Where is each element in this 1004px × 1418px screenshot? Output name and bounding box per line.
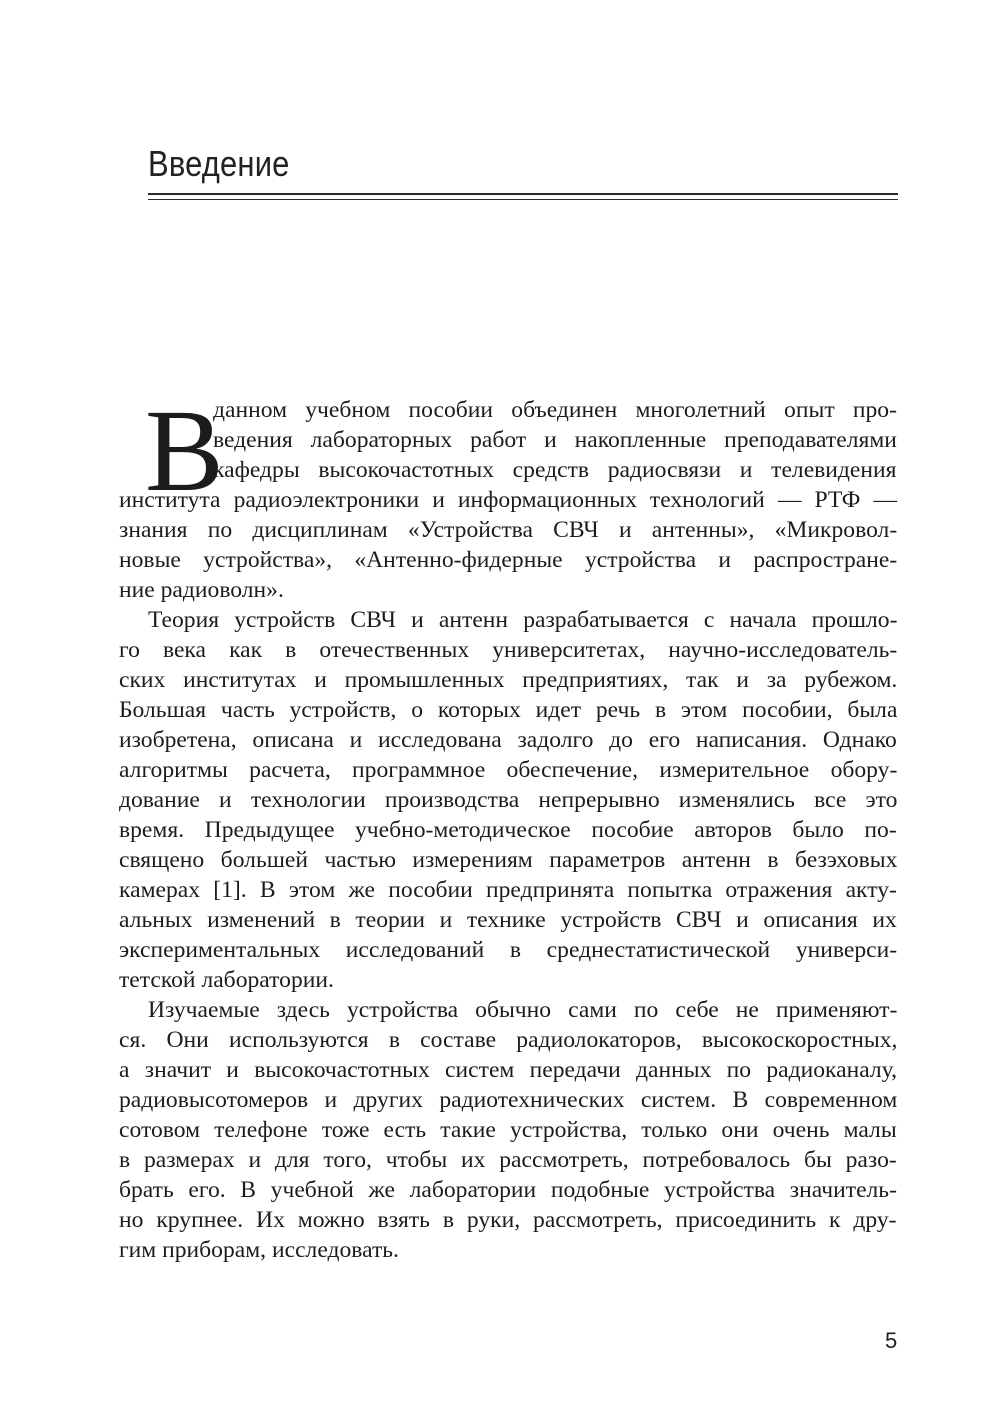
page-number: 5 <box>885 1328 898 1353</box>
text-line: института радиоэлектроники и информационных технологий — РТФ — <box>119 487 898 513</box>
text-line: альных изменений в теории и технике устройств СВЧ и описания их <box>119 907 897 933</box>
text-line: алгоритмы расчета, программное обеспечение, измерительное обору- <box>119 757 898 783</box>
text-line: изобретена, описана и исследована задолго до его написания. Однако <box>119 727 897 753</box>
text-line: Теория устройств СВЧ и антенн разрабатывается с начала прошло- <box>148 607 898 633</box>
title-rule <box>148 193 898 200</box>
text-line: камерах [1]. В этом же пособии предпринята попытка отражения акту- <box>119 877 897 903</box>
text-line: кафедры высокочастотных средств радиосвязи и телевидения <box>213 457 897 483</box>
page-title: Введение <box>148 143 290 184</box>
text-line: сотовом телефоне тоже есть такие устройства, только они очень малы <box>119 1117 897 1143</box>
text-line: Большая часть устройств, о которых идет речь в этом пособии, была <box>119 697 898 723</box>
text-line: время. Предыдущее учебно-методическое пособие авторов было по- <box>119 817 897 843</box>
text-line: дование и технологии производства непрерывно изменялись все это <box>119 787 898 813</box>
text-line: гим приборам, исследовать. <box>119 1237 399 1263</box>
text-line: радиовысотомеров и других радиотехнических систем. В современном <box>119 1087 898 1113</box>
text-line: экспериментальных исследований в среднестатистической универси- <box>119 937 898 963</box>
text-line: в размерах и для того, чтобы их рассмотреть, потребовалось бы разо- <box>119 1147 897 1173</box>
text-line: ских институтах и промышленных предприятиях, так и за рубежом. <box>119 667 898 693</box>
text-line: ведения лабораторных работ и накопленные преподавателями <box>213 427 897 453</box>
text-line: тетской лаборатории. <box>119 967 334 993</box>
text-line: а значит и высокочастотных систем передачи данных по радиоканалу, <box>119 1057 898 1083</box>
text-line: знания по дисциплинам «Устройства СВЧ и антенны», «Микровол- <box>119 517 898 543</box>
text-line: Изучаемые здесь устройства обычно сами по себе не применяют- <box>148 997 898 1023</box>
text-line: брать его. В учебной же лаборатории подобные устройства значитель- <box>119 1177 897 1203</box>
text-line: го века как в отечественных университетах, научно-исследователь- <box>119 637 898 663</box>
text-line: но крупнее. Их можно взять в руки, рассмотреть, присоединить к дру- <box>119 1207 897 1233</box>
text-line: данном учебном пособии объединен многолетний опыт про- <box>213 397 897 423</box>
text-line: новые устройства», «Антенно-фидерные устройства и распростране- <box>119 547 898 573</box>
text-line: ние радиоволн». <box>119 577 284 603</box>
text-line: священо большей частью измерениям параметров антенн в безэховых <box>119 847 898 873</box>
text-line: ся. Они используются в составе радиолокаторов, высокоскоростных, <box>119 1027 898 1053</box>
drop-cap: В <box>145 385 224 516</box>
